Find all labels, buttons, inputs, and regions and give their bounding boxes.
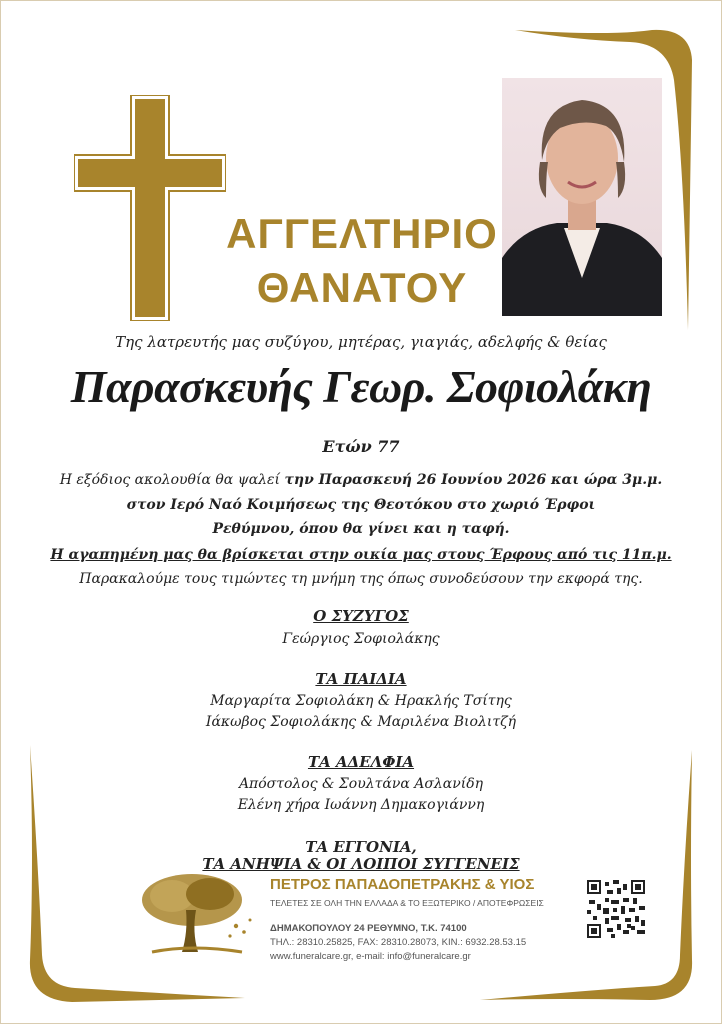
portrait-photo xyxy=(502,78,662,316)
title-line-1: ΑΓΓΕΛΤΗΡΙΟ xyxy=(226,210,498,257)
section-name: Γεώργιος Σοφιολάκης xyxy=(282,631,440,647)
section-name: Ιάκωβος Σοφιολάκης & Μαριλένα Βιολιτζή xyxy=(205,714,517,730)
service-line-3: Ρεθύμνου, όπου θα γίνει και η ταφή. xyxy=(212,521,510,537)
section-name: Απόστολος & Σουλτάνα Ασλανίδη xyxy=(238,776,484,792)
section-heading-children: ΤΑ ΠΑΙΔΙΑ xyxy=(315,670,407,688)
service-line-4: Η αγαπημένη μας θα βρίσκεται στην οικία μας στους Έρφους από τις 11π.μ. xyxy=(50,547,672,563)
service-line-1 xyxy=(0,470,722,490)
service-line-2: στον Ιερό Ναό Κοιμήσεως της Θεοτόκου στο χωριό Έρφοι xyxy=(126,497,596,513)
section-heading-spouse: Ο ΣΥΖΥΓΟΣ xyxy=(313,607,409,625)
company-tagline: ΤΕΛΕΤΕΣ ΣΕ ΟΛΗ ΤΗΝ ΕΛΛΑΔΑ & ΤΟ ΕΞΩΤΕΡΙΚΟ / ΑΠΟΤΕΦΡΩΣΕΙΣ xyxy=(270,898,544,908)
service-line-1-prefix: Η εξόδιος ακολουθία θα ψαλεί xyxy=(59,472,285,488)
section-name: Ελένη χήρα Ιωάννη Δημακογιάννη xyxy=(237,797,485,813)
cross-icon xyxy=(74,95,226,321)
company-phones: ΤΗΛ.: 28310.25825, FAX: 28310.28073, ΚΙΝ.: 6932.28.53.15 xyxy=(270,937,527,948)
section-heading-siblings: ΤΑ ΑΔΕΛΦΙΑ xyxy=(307,753,415,771)
section-heading-relatives-1: ΤΑ ΕΓΓΟΝΙΑ, xyxy=(305,838,417,856)
service-date-time: την Παρασκευή 26 Ιουνίου 2026 και ώρα 3μ.μ. xyxy=(284,472,663,488)
deceased-age: Ετών 77 xyxy=(322,437,400,456)
service-line-5: Παρακαλούμε τους τιμώντες τη μνήμη της όπως συνοδεύσουν την εκφορά της. xyxy=(79,571,643,587)
company-web: www.funeralcare.gr, e-mail: info@funeralcare.gr xyxy=(270,951,471,962)
tree-logo-icon xyxy=(132,870,262,960)
title-line-2: ΘΑΝΑΤΟΥ xyxy=(256,264,468,311)
section-heading-relatives-2: ΤΑ ΑΝΗΨΙΑ & ΟΙ ΛΟΙΠΟΙ ΣΥΓΓΕΝΕΙΣ xyxy=(202,855,520,873)
qr-code-icon xyxy=(587,880,645,938)
company-address: ΔΗΜΑΚΟΠΟΥΛΟΥ 24 ΡΕΘΥΜΝΟ, Τ.Κ. 74100 xyxy=(270,923,467,934)
section-name: Μαργαρίτα Σοφιολάκη & Ηρακλής Τσίτης xyxy=(210,693,512,709)
deceased-name: Παρασκευής Γεωρ. Σοφιολάκη xyxy=(70,361,652,412)
company-name: ΠΕΤΡΟΣ ΠΑΠΑΔΟΠΕΤΡΑΚΗΣ & ΥΙΟΣ xyxy=(270,876,535,893)
intro-text: Της λατρευτής μας συζύγου, μητέρας, γιαγιάς, αδελφής & θείας xyxy=(115,333,607,351)
funeral-home-footer xyxy=(130,870,650,970)
